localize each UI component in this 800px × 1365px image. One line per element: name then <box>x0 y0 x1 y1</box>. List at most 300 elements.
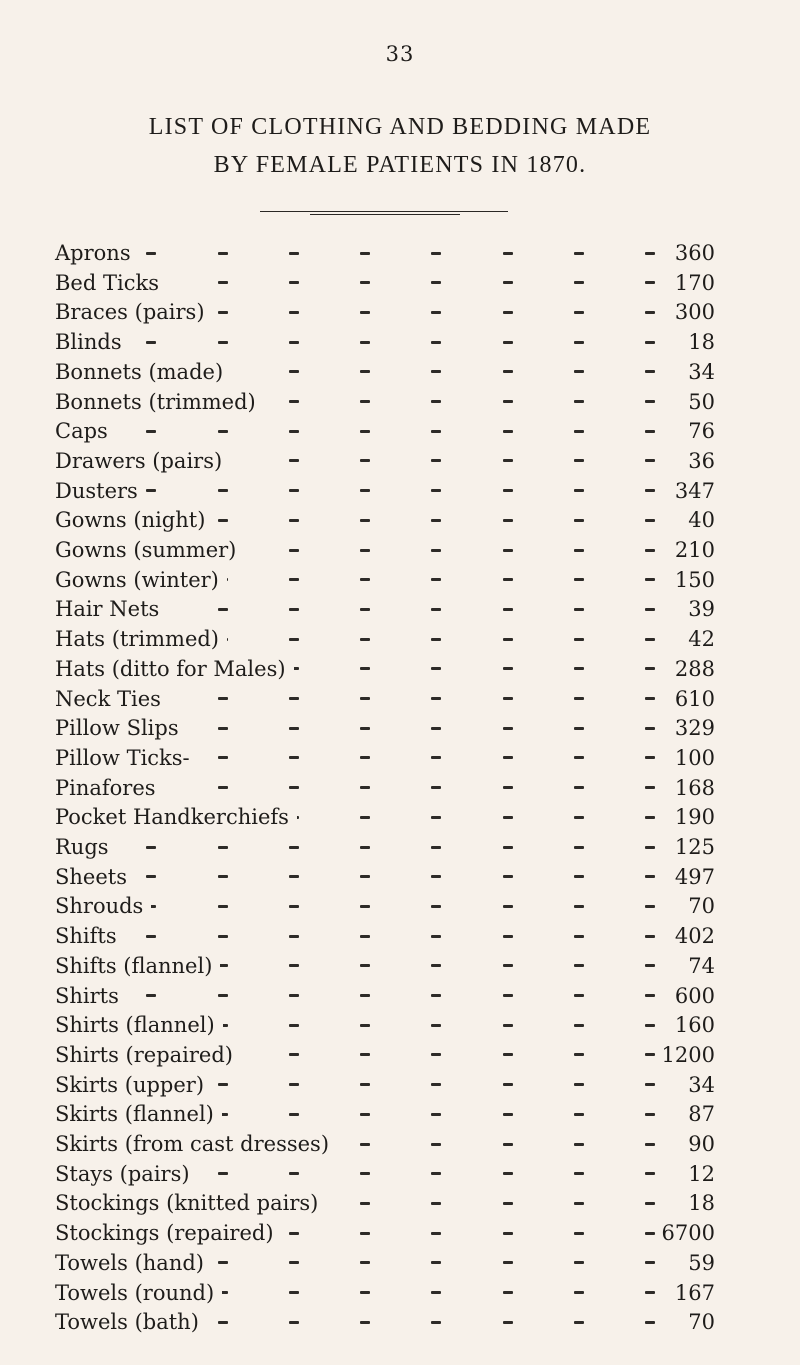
leader-dash <box>645 816 655 819</box>
title-rule <box>260 211 508 212</box>
leader-dash <box>503 459 513 462</box>
leader-dash <box>289 1232 299 1235</box>
leader-dash <box>503 1232 513 1235</box>
leader-dash <box>146 252 156 255</box>
leader-dash <box>574 1024 584 1027</box>
leader-dash <box>146 430 156 433</box>
leader-dash <box>146 875 156 878</box>
leader-dash <box>574 786 584 789</box>
list-item <box>55 773 715 803</box>
leader-dash <box>360 638 370 641</box>
leader-dash <box>431 1321 441 1324</box>
leader-dash <box>360 281 370 284</box>
leader-dash <box>360 1291 370 1294</box>
leader-dash <box>289 519 299 522</box>
item-label: Shirts <box>55 981 127 1011</box>
leader-dash <box>645 756 655 759</box>
leader-dash <box>218 311 228 314</box>
item-label: Sheets <box>55 862 135 892</box>
list-item <box>55 535 715 565</box>
item-quantity: 12 <box>655 1159 715 1189</box>
list-item <box>55 416 715 446</box>
leader-dash <box>503 756 513 759</box>
leader-dash <box>289 1083 299 1086</box>
leader-dash <box>289 1172 299 1175</box>
item-quantity: 40 <box>655 505 715 535</box>
list-item <box>55 624 715 654</box>
leader-dash <box>360 1202 370 1205</box>
leader-dash <box>503 846 513 849</box>
leader-dash <box>645 400 655 403</box>
leader-dash <box>360 727 370 730</box>
leader-dash <box>146 341 156 344</box>
leader-dash <box>503 549 513 552</box>
leader-dash <box>645 697 655 700</box>
item-quantity: 87 <box>655 1099 715 1129</box>
list-item <box>55 921 715 951</box>
item-label: Pillow Slips <box>55 713 187 743</box>
leader-dash <box>431 311 441 314</box>
leader-dash <box>431 578 441 581</box>
leader-dash <box>645 1291 655 1294</box>
list-item <box>55 1218 715 1248</box>
leader-dash <box>360 489 370 492</box>
leader-dash <box>218 1172 228 1175</box>
item-label: Caps <box>55 416 116 446</box>
item-label: Gowns (night) <box>55 505 213 535</box>
item-label: Skirts (flannel) <box>55 1099 222 1129</box>
leader-dash <box>431 697 441 700</box>
item-label: Hats (trimmed) <box>55 624 227 654</box>
leader-dash <box>289 489 299 492</box>
leader-dash <box>574 1143 584 1146</box>
item-quantity: 347 <box>655 476 715 506</box>
leader-dash <box>503 1053 513 1056</box>
leader-dash <box>645 281 655 284</box>
list-item <box>55 1159 715 1189</box>
leader-dash <box>503 400 513 403</box>
leader-dash <box>645 1143 655 1146</box>
list-item <box>55 832 715 862</box>
item-label: Hair Nets <box>55 594 167 624</box>
item-label: Neck Ties <box>55 684 169 714</box>
leader-dash <box>289 727 299 730</box>
list-item <box>55 802 715 832</box>
leader-dash <box>289 1321 299 1324</box>
leader-dash <box>431 281 441 284</box>
dash-leaders <box>55 416 655 446</box>
leader-dash <box>574 935 584 938</box>
leader-dash <box>431 875 441 878</box>
leader-dash <box>360 875 370 878</box>
leader-dash <box>503 578 513 581</box>
leader-dash <box>431 756 441 759</box>
leader-dash <box>218 935 228 938</box>
leader-dash <box>645 1261 655 1264</box>
leader-dash <box>218 252 228 255</box>
leader-dash <box>574 1291 584 1294</box>
leader-dash <box>431 638 441 641</box>
leader-dash <box>503 489 513 492</box>
leader-dash <box>431 341 441 344</box>
item-label: Bed Ticks <box>55 268 167 298</box>
item-label: Pocket Handkerchiefs <box>55 802 297 832</box>
leader-dash <box>431 489 441 492</box>
leader-dash <box>218 697 228 700</box>
leader-dash <box>574 459 584 462</box>
list-item <box>55 951 715 981</box>
leader-dash <box>360 1083 370 1086</box>
leader-dash <box>645 489 655 492</box>
leader-dash <box>218 1321 228 1324</box>
item-quantity: 34 <box>655 1070 715 1100</box>
leader-dash <box>574 1261 584 1264</box>
item-quantity: 497 <box>655 862 715 892</box>
item-label: Skirts (from cast dresses) <box>55 1129 337 1159</box>
leader-dash <box>431 1053 441 1056</box>
leader-dash <box>360 1143 370 1146</box>
leader-dash <box>289 1113 299 1116</box>
leader-dash <box>218 756 228 759</box>
item-label: Dusters <box>55 476 146 506</box>
leader-dash <box>360 816 370 819</box>
leader-dash <box>289 935 299 938</box>
leader-dash <box>289 697 299 700</box>
leader-dash <box>289 875 299 878</box>
leader-dash <box>360 341 370 344</box>
list-item <box>55 476 715 506</box>
list-item <box>55 1248 715 1278</box>
item-label: Shifts (flannel) <box>55 951 220 981</box>
leader-dash <box>503 1291 513 1294</box>
list-item <box>55 684 715 714</box>
leader-dash <box>431 430 441 433</box>
list-item <box>55 505 715 535</box>
item-quantity: 168 <box>655 773 715 803</box>
list-item <box>55 297 715 327</box>
list-item <box>55 1099 715 1129</box>
leader-dash <box>360 1172 370 1175</box>
leader-dash <box>645 311 655 314</box>
leader-dash <box>645 667 655 670</box>
leader-dash <box>574 400 584 403</box>
item-quantity: 18 <box>655 1188 715 1218</box>
leader-dash <box>218 519 228 522</box>
leader-dash <box>574 608 584 611</box>
leader-dash <box>503 1261 513 1264</box>
leader-dash <box>645 1202 655 1205</box>
leader-dash <box>431 816 441 819</box>
leader-dash <box>431 459 441 462</box>
leader-dash <box>503 608 513 611</box>
leader-dash <box>360 608 370 611</box>
leader-dash <box>503 252 513 255</box>
leader-dash <box>574 846 584 849</box>
leader-dash <box>289 1053 299 1056</box>
leader-dash <box>574 519 584 522</box>
item-label: Shifts <box>55 921 125 951</box>
leader-dash <box>218 875 228 878</box>
list-item <box>55 654 715 684</box>
leader-dash <box>574 489 584 492</box>
item-quantity: 70 <box>655 891 715 921</box>
leader-dash <box>360 697 370 700</box>
leader-dash <box>503 370 513 373</box>
leader-dash <box>503 875 513 878</box>
dash-leaders <box>55 981 655 1011</box>
item-label: Rugs <box>55 832 117 862</box>
dash-leaders <box>55 832 655 862</box>
item-quantity: 76 <box>655 416 715 446</box>
leader-dash <box>574 311 584 314</box>
leader-dash <box>431 549 441 552</box>
leader-dash <box>360 994 370 997</box>
leader-dash <box>574 727 584 730</box>
list-item <box>55 446 715 476</box>
leader-dash <box>360 846 370 849</box>
item-quantity: 18 <box>655 327 715 357</box>
leader-dash <box>574 875 584 878</box>
leader-dash <box>431 400 441 403</box>
item-quantity: 100 <box>655 743 715 773</box>
leader-dash <box>574 252 584 255</box>
item-quantity: 90 <box>655 1129 715 1159</box>
item-label: Gowns (winter) <box>55 565 227 595</box>
page-number: 33 <box>385 42 415 66</box>
leader-dash <box>503 1113 513 1116</box>
item-quantity: 34 <box>655 357 715 387</box>
leader-dash <box>431 1291 441 1294</box>
list-item <box>55 327 715 357</box>
leader-dash <box>645 578 655 581</box>
leader-dash <box>289 756 299 759</box>
leader-dash <box>289 370 299 373</box>
leader-dash <box>360 667 370 670</box>
item-label: Stays (pairs) <box>55 1159 198 1189</box>
leader-dash <box>503 1143 513 1146</box>
item-quantity: 210 <box>655 535 715 565</box>
leader-dash <box>503 1083 513 1086</box>
leader-dash <box>431 370 441 373</box>
leader-dash <box>289 846 299 849</box>
dash-leaders <box>55 921 655 951</box>
item-quantity: 167 <box>655 1278 715 1308</box>
leader-dash <box>431 905 441 908</box>
leader-dash <box>574 1083 584 1086</box>
page-title <box>0 108 800 184</box>
leader-dash <box>574 697 584 700</box>
item-quantity: 36 <box>655 446 715 476</box>
leader-dash <box>503 727 513 730</box>
item-label: Bonnets (trimmed) <box>55 387 264 417</box>
list-item <box>55 1307 715 1337</box>
leader-dash <box>146 489 156 492</box>
item-label: Towels (bath) <box>55 1307 207 1337</box>
item-quantity: 125 <box>655 832 715 862</box>
leader-dash <box>574 964 584 967</box>
leader-dash <box>503 994 513 997</box>
leader-dash <box>289 281 299 284</box>
leader-dash <box>645 1024 655 1027</box>
leader-dash <box>431 994 441 997</box>
leader-dash <box>218 341 228 344</box>
leader-dash <box>645 1113 655 1116</box>
list-item <box>55 1070 715 1100</box>
item-quantity: 160 <box>655 1010 715 1040</box>
leader-dash <box>574 370 584 373</box>
leader-dash <box>431 935 441 938</box>
item-label: Towels (hand) <box>55 1248 212 1278</box>
leader-dash <box>360 311 370 314</box>
leader-dash <box>431 846 441 849</box>
leader-dash <box>645 727 655 730</box>
leader-dash <box>503 311 513 314</box>
leader-dash <box>645 875 655 878</box>
leader-dash <box>503 341 513 344</box>
leader-dash <box>289 549 299 552</box>
leader-dash <box>218 1083 228 1086</box>
list-item <box>55 238 715 268</box>
leader-dash <box>218 905 228 908</box>
leader-dash <box>645 341 655 344</box>
leader-dash <box>574 1113 584 1116</box>
leader-dash <box>218 727 228 730</box>
leader-dash <box>645 638 655 641</box>
leader-dash <box>574 281 584 284</box>
item-quantity: 610 <box>655 684 715 714</box>
leader-dash <box>289 905 299 908</box>
item-label: Braces (pairs) <box>55 297 213 327</box>
item-label: Shirts (repaired) <box>55 1040 241 1070</box>
item-label: Shirts (flannel) <box>55 1010 223 1040</box>
list-item <box>55 594 715 624</box>
leader-dash <box>289 786 299 789</box>
item-quantity: 402 <box>655 921 715 951</box>
leader-dash <box>503 281 513 284</box>
item-label: Gowns (summer) <box>55 535 244 565</box>
leader-dash <box>146 846 156 849</box>
leader-dash <box>503 697 513 700</box>
leader-dash <box>645 1172 655 1175</box>
leader-dash <box>574 638 584 641</box>
leader-dash <box>574 816 584 819</box>
leader-dash <box>360 1113 370 1116</box>
item-label: Skirts (upper) <box>55 1070 212 1100</box>
list-item <box>55 1010 715 1040</box>
list-item <box>55 565 715 595</box>
item-quantity: 1200 <box>655 1040 715 1070</box>
leader-dash <box>645 430 655 433</box>
leader-dash <box>289 1261 299 1264</box>
item-label: Pinafores <box>55 773 164 803</box>
leader-dash <box>431 1024 441 1027</box>
leader-dash <box>289 400 299 403</box>
leader-dash <box>431 964 441 967</box>
leader-dash <box>360 1053 370 1056</box>
leader-dash <box>503 430 513 433</box>
leader-dash <box>503 935 513 938</box>
item-quantity: 300 <box>655 297 715 327</box>
leader-dash <box>503 519 513 522</box>
item-quantity: 150 <box>655 565 715 595</box>
leader-dash <box>503 1172 513 1175</box>
item-quantity: 6700 <box>655 1218 715 1248</box>
list-item <box>55 743 715 773</box>
list-item <box>55 981 715 1011</box>
leader-dash <box>574 905 584 908</box>
item-quantity: 170 <box>655 268 715 298</box>
leader-dash <box>645 1321 655 1324</box>
leader-dash <box>289 964 299 967</box>
leader-dash <box>360 252 370 255</box>
list-item <box>55 1040 715 1070</box>
leader-dash <box>503 964 513 967</box>
leader-dash <box>645 370 655 373</box>
leader-dash <box>289 459 299 462</box>
leader-dash <box>218 489 228 492</box>
item-quantity: 288 <box>655 654 715 684</box>
leader-dash <box>503 905 513 908</box>
leader-dash <box>574 341 584 344</box>
leader-dash <box>218 994 228 997</box>
item-quantity: 42 <box>655 624 715 654</box>
leader-dash <box>645 549 655 552</box>
leader-dash <box>431 786 441 789</box>
leader-dash <box>574 667 584 670</box>
item-quantity: 360 <box>655 238 715 268</box>
leader-dash <box>574 994 584 997</box>
leader-dash <box>218 786 228 789</box>
leader-dash <box>431 1232 441 1235</box>
leader-dash <box>431 252 441 255</box>
leader-dash <box>360 964 370 967</box>
leader-dash <box>360 549 370 552</box>
leader-dash <box>645 964 655 967</box>
leader-dash <box>503 1024 513 1027</box>
leader-dash <box>431 1083 441 1086</box>
leader-dash <box>574 430 584 433</box>
leader-dash <box>431 608 441 611</box>
title-line-2: BY FEMALE PATIENTS IN 1870. <box>213 152 587 178</box>
leader-dash <box>645 608 655 611</box>
leader-dash <box>289 1024 299 1027</box>
leader-dash <box>146 994 156 997</box>
leader-dash <box>360 905 370 908</box>
leader-dash <box>289 430 299 433</box>
item-quantity: 50 <box>655 387 715 417</box>
leader-dash <box>218 1261 228 1264</box>
item-label: Shrouds <box>55 891 151 921</box>
item-label: Blinds <box>55 327 130 357</box>
leader-dash <box>645 519 655 522</box>
item-label: Drawers (pairs) <box>55 446 230 476</box>
leader-dash <box>360 370 370 373</box>
leader-dash <box>645 786 655 789</box>
leader-dash <box>360 459 370 462</box>
leader-dash <box>574 1172 584 1175</box>
leader-dash <box>218 608 228 611</box>
item-quantity: 190 <box>655 802 715 832</box>
item-label: Towels (round) <box>55 1278 222 1308</box>
leader-dash <box>645 846 655 849</box>
list-item <box>55 357 715 387</box>
leader-dash <box>431 1261 441 1264</box>
leader-dash <box>360 1261 370 1264</box>
leader-dash <box>218 281 228 284</box>
leader-dash <box>574 1202 584 1205</box>
list-item <box>55 891 715 921</box>
leader-dash <box>360 1321 370 1324</box>
